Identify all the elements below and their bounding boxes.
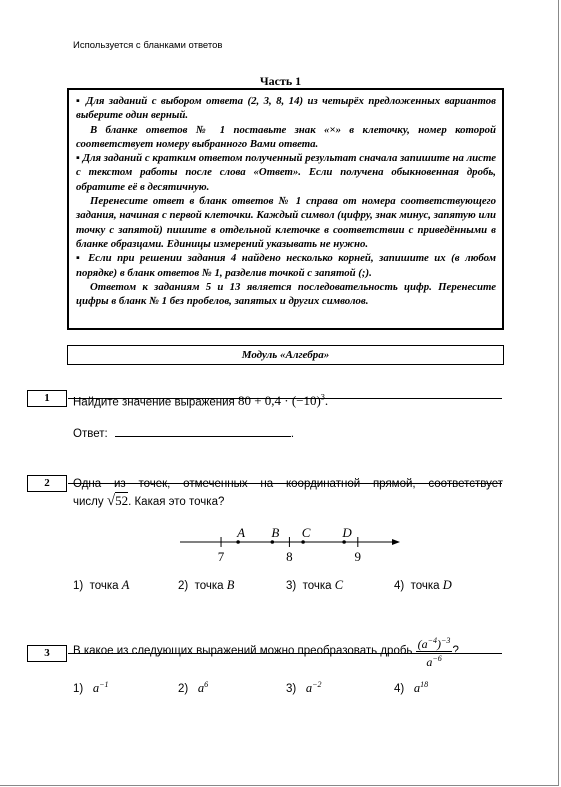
option-var: C	[334, 578, 344, 592]
question-3-option-3[interactable]	[286, 680, 321, 696]
instructions-box	[67, 88, 504, 330]
expression-exponent: 3	[320, 393, 325, 402]
question-number: 3	[27, 645, 67, 662]
answer-end: .	[290, 428, 295, 440]
question-3-option-2[interactable]	[178, 680, 208, 696]
number-line-tick-label: 9	[354, 549, 362, 564]
option-base: a	[92, 680, 100, 695]
instruction-line: В бланке ответов № 1 поставьте знак «×» в клеточку, номер которой соответствует номеру выбранного Вами ответа.	[76, 123, 496, 150]
question-2-line-1: Одна из точек, отмеченных на координатной прямой, соответствует	[73, 478, 503, 490]
denominator-base: a	[426, 655, 433, 669]
question-1-prompt: Найдите значение выражения	[73, 396, 235, 409]
option-var: D	[442, 578, 452, 592]
page-header: Используется с бланками ответов	[73, 40, 223, 51]
number-line-point	[301, 540, 305, 544]
number-line-tick-label: 7	[217, 549, 225, 564]
number-line-arrow	[392, 539, 400, 545]
question-1-answer	[73, 425, 503, 443]
option-base: a	[305, 680, 313, 695]
fraction	[416, 634, 453, 669]
option-number: 3)	[286, 682, 297, 695]
question-2-pre: числу	[73, 496, 104, 508]
question-1-text	[73, 389, 503, 411]
radicand: 52	[115, 493, 129, 508]
number-line-point-label: D	[342, 525, 352, 540]
question-2-post: . Какая это точка?	[128, 496, 225, 508]
number-line-point-label: B	[271, 525, 280, 540]
option-number: 4)	[394, 580, 405, 592]
number-line-point	[342, 540, 346, 544]
instruction-line: ▪ Для заданий с выбором ответа (2, 3, 8, 14) из четырёх предложенных вариантов выберите один верный.	[76, 95, 496, 122]
option-var: B	[226, 578, 235, 592]
option-var: A	[121, 578, 130, 592]
question-2-option-3[interactable]	[286, 578, 343, 593]
option-exponent: −2	[312, 680, 322, 689]
numerator-inner-exponent: −4	[427, 636, 438, 645]
instruction-line: Перенесите ответ в бланк ответов № 1 справа от номера соответствующего задания, начиная с первой клеточки. Каждый символ (цифру, знак минус, запятую или точку с запятой) пишите в отдельной клеточке в соответствии с приведёнными в бланке образцами. Единицы измерений указывать не нужно.	[76, 195, 496, 250]
sqrt-expression	[107, 493, 128, 508]
question-3-option-1[interactable]	[73, 680, 108, 696]
numerator-outer-exponent: −3	[441, 636, 451, 645]
numerator-close: )	[437, 637, 442, 651]
number-line-point	[271, 540, 275, 544]
option-number: 3)	[286, 580, 297, 592]
instruction-line: ▪ Для заданий с кратким ответом полученный результат сначала запишите на листе с текстом работы после слова «Ответ». Если получена обыкновенная дробь, обратите её в десятичную.	[76, 152, 496, 193]
option-exponent: 18	[420, 680, 429, 689]
number-line-point-label: C	[301, 525, 311, 540]
question-2-option-2[interactable]	[178, 578, 234, 593]
sqrt-icon: √	[106, 493, 116, 509]
denominator-exponent: −6	[432, 654, 442, 663]
option-exponent: 6	[204, 680, 209, 689]
option-base: a	[197, 680, 205, 695]
question-3-option-4[interactable]	[394, 680, 428, 696]
answer-blank[interactable]	[115, 425, 291, 437]
question-3-text	[73, 634, 503, 669]
option-number: 2)	[178, 580, 189, 592]
part-title: Часть 1	[259, 74, 302, 88]
option-number: 2)	[178, 682, 189, 695]
question-number: 1	[27, 390, 67, 407]
option-exponent: −1	[99, 680, 109, 689]
answer-label: Ответ:	[73, 428, 108, 440]
question-3-end: ?	[452, 645, 459, 657]
number-line	[170, 522, 410, 572]
module-title: Модуль «Алгебра»	[67, 345, 504, 365]
question-1-expression	[238, 393, 328, 408]
option-text: точка	[410, 580, 440, 592]
question-3-prompt: В какое из следующих выражений можно преобразовать дробь	[73, 645, 413, 657]
instruction-line: ▪ Если при решении задания 4 найдено несколько корней, запишите их (в любом порядке) в бланк ответов № 1, разделив точкой с запятой (;).	[76, 252, 496, 279]
option-number: 1)	[73, 580, 84, 592]
expression-base: 80 + 0,4 · (−10)	[237, 393, 321, 409]
number-line-point	[236, 540, 240, 544]
question-2-option-4[interactable]	[394, 578, 452, 593]
question-number: 2	[27, 475, 67, 492]
option-text: точка	[194, 580, 224, 592]
instruction-line: Ответом к заданиям 5 и 13 является последовательность цифр. Перенесите цифры в бланк № 1 без пробелов, запятых и других символов.	[76, 280, 496, 308]
question-2-line-2	[73, 492, 503, 511]
option-number: 4)	[394, 682, 405, 695]
option-number: 1)	[73, 682, 84, 695]
number-line-point-label: A	[237, 525, 246, 540]
fraction-numerator	[416, 634, 453, 652]
number-line-tick-label: 8	[286, 549, 293, 564]
option-base: a	[413, 680, 421, 695]
numerator-base: (a	[417, 637, 428, 651]
expression-end: .	[324, 393, 329, 409]
option-text: точка	[302, 580, 332, 592]
option-text: точка	[89, 580, 119, 592]
question-2-option-1[interactable]	[73, 578, 129, 593]
fraction-denominator	[416, 652, 453, 669]
